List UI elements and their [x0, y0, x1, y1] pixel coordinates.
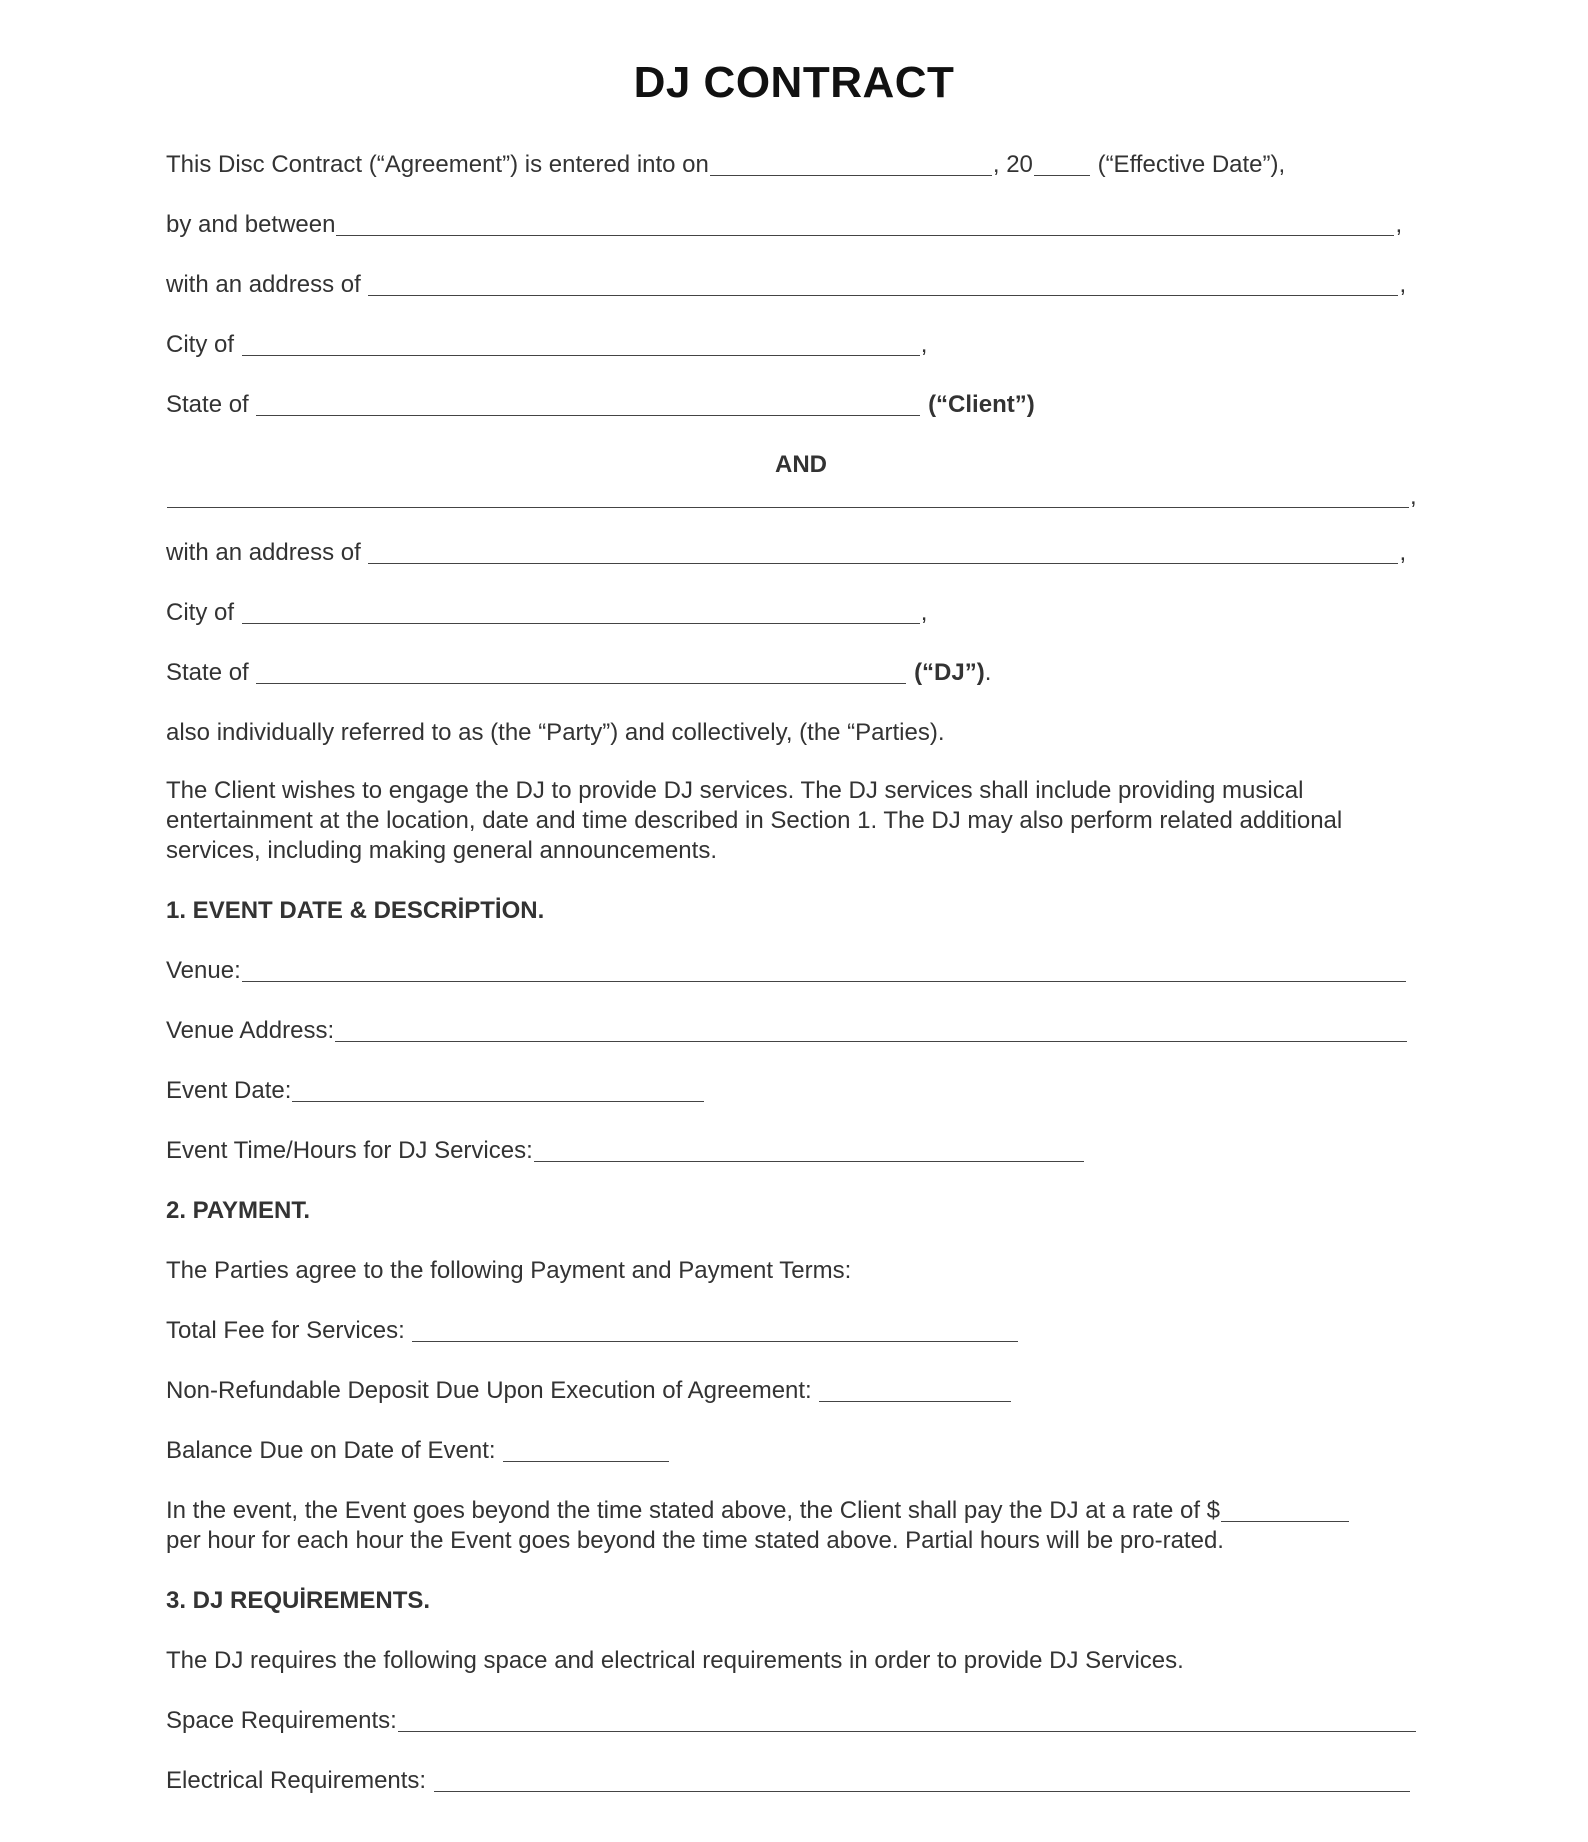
balance-label: Balance Due on Date of Event: [166, 1437, 503, 1464]
space-requirements-label: Space Requirements: [166, 1707, 397, 1734]
deposit-label: Non-Refundable Deposit Due Upon Execution of Agreement: [166, 1377, 819, 1404]
venue-address-label: Venue Address: [166, 1017, 335, 1044]
dj-name-field[interactable] [167, 483, 1409, 508]
overtime-continuation: per hour for each hour the Event goes beyond the time stated above. Partial hours will be pro-rated. [166, 1527, 1224, 1554]
overtime-text: In the event, the Event goes beyond the time stated above, the Client shall pay the DJ at a rate of $ [166, 1497, 1220, 1524]
client-address-label: with an address of [166, 271, 368, 298]
client-city-label: City of [166, 331, 241, 358]
requirements-intro: The DJ requires the following space and electrical requirements in order to provide DJ Services. [166, 1647, 1184, 1674]
overtime-line [166, 1496, 1436, 1526]
parties-note: also individually referred to as (the “Party”) and collectively, (the “Parties). [166, 719, 945, 746]
period: . [984, 659, 992, 686]
electrical-requirements-line [166, 1766, 1436, 1796]
balance-field[interactable] [503, 1437, 669, 1462]
event-time-label: Event Time/Hours for DJ Services: [166, 1137, 533, 1164]
venue-address-field[interactable] [335, 1017, 1407, 1042]
client-role-label: (“Client”) [928, 391, 1035, 418]
comma: , [1395, 211, 1403, 238]
venue-line [166, 956, 1436, 986]
dj-state-line [166, 658, 1436, 688]
dj-address-line [166, 538, 1436, 568]
between-label: by and between [166, 211, 336, 238]
effective-date-field[interactable] [710, 151, 992, 176]
and-separator: AND [775, 451, 827, 478]
event-time-field[interactable] [534, 1137, 1084, 1162]
comma: , [920, 599, 928, 626]
dj-city-field[interactable] [242, 599, 920, 624]
client-city-field[interactable] [242, 331, 920, 356]
client-address-field[interactable] [368, 271, 1398, 296]
comma: , [1399, 539, 1407, 566]
space-requirements-line [166, 1706, 1436, 1736]
year-prefix: , 20 [992, 151, 1033, 178]
client-name-field[interactable] [336, 211, 1394, 236]
client-city-line [166, 330, 1436, 360]
balance-line [166, 1436, 1436, 1466]
effective-date-label: (“Effective Date”), [1090, 151, 1286, 178]
intro-line [166, 150, 1436, 180]
payment-intro: The Parties agree to the following Payment and Payment Terms: [166, 1257, 852, 1284]
section2-heading: 2. PAYMENT. [166, 1197, 311, 1224]
total-fee-line [166, 1316, 1436, 1346]
comma: , [920, 331, 928, 358]
comma: , [1410, 483, 1417, 510]
dj-address-label: with an address of [166, 539, 368, 566]
dj-state-label: State of [166, 659, 256, 686]
purpose-paragraph: The Client wishes to engage the DJ to provide DJ services. The DJ services shall include providing musical entertainment at the location, date and time described in Section 1. The DJ may also perform related additional services, including making general announcements. [166, 777, 1343, 864]
section3-heading: 3. DJ REQUİREMENTS. [166, 1587, 431, 1614]
venue-field[interactable] [242, 957, 1406, 982]
client-state-label: State of [166, 391, 256, 418]
overtime-rate-field[interactable] [1221, 1497, 1349, 1522]
between-line [166, 210, 1436, 240]
dj-address-field[interactable] [368, 539, 1398, 564]
effective-year-field[interactable] [1034, 151, 1090, 176]
event-time-line [166, 1136, 1436, 1166]
venue-address-line [166, 1016, 1436, 1046]
deposit-field[interactable] [819, 1377, 1011, 1402]
total-fee-label: Total Fee for Services: [166, 1317, 412, 1344]
client-state-field[interactable] [256, 391, 920, 416]
dj-state-field[interactable] [256, 659, 906, 684]
electrical-requirements-label: Electrical Requirements: [166, 1767, 433, 1794]
dj-city-line [166, 598, 1436, 628]
event-date-field[interactable] [292, 1077, 704, 1102]
dj-city-label: City of [166, 599, 241, 626]
total-fee-field[interactable] [412, 1317, 1018, 1342]
dj-name-line [166, 482, 1436, 512]
client-address-line [166, 270, 1436, 300]
dj-role-label: (“DJ”) [914, 659, 985, 686]
section1-heading: 1. EVENT DATE & DESCRİPTİON. [166, 897, 545, 924]
document-title: DJ CONTRACT [633, 58, 955, 107]
client-state-line [166, 390, 1436, 420]
space-requirements-field[interactable] [398, 1707, 1416, 1732]
comma: , [1399, 271, 1407, 298]
electrical-requirements-field[interactable] [434, 1767, 1410, 1792]
venue-label: Venue: [166, 957, 241, 984]
deposit-line [166, 1376, 1436, 1406]
event-date-label: Event Date: [166, 1077, 292, 1104]
event-date-line [166, 1076, 1436, 1106]
intro-text: This Disc Contract (“Agreement”) is entered into on [166, 151, 709, 178]
